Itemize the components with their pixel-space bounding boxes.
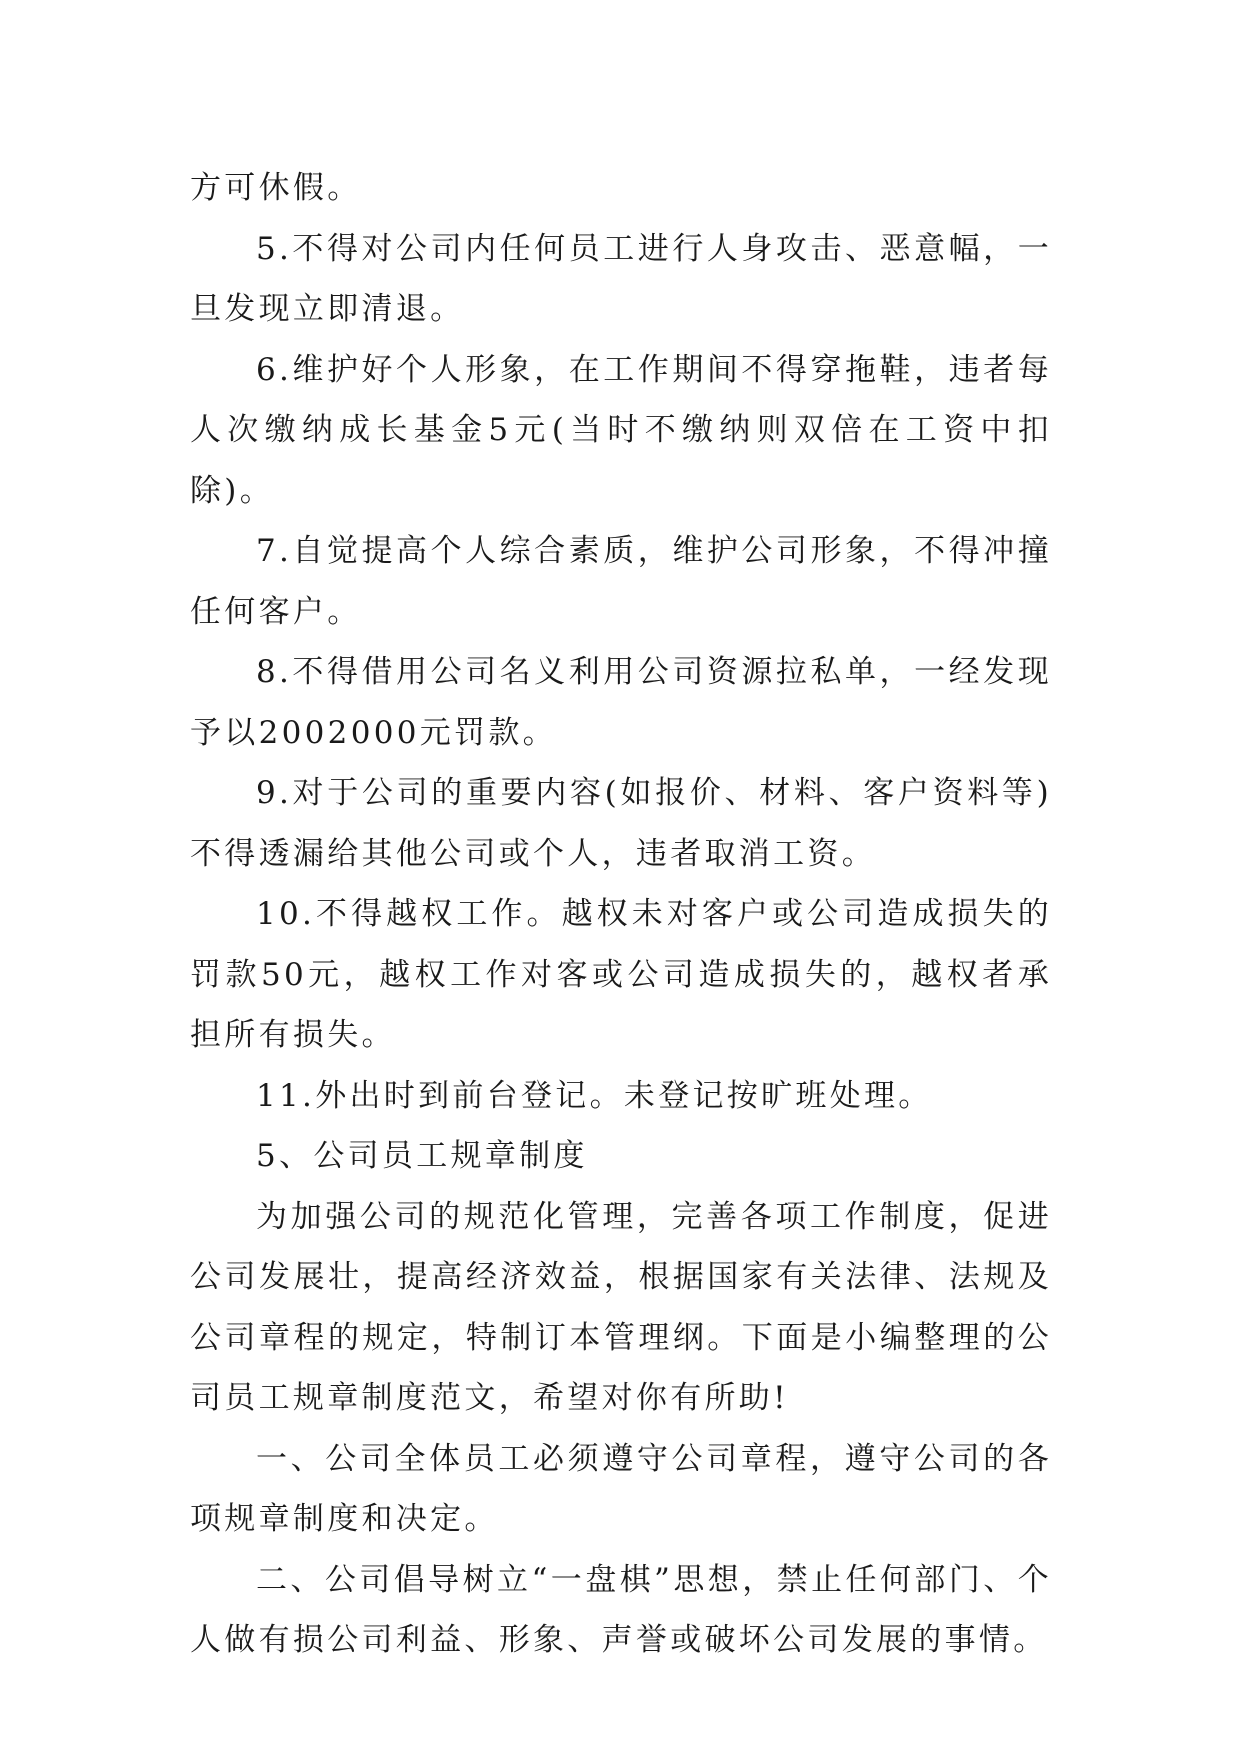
paragraph-continuation: 方可休假。 (190, 170, 362, 206)
rule-item-7: 7.自觉提高个人综合素质，维护公司形象，不得冲撞任何客户。 (190, 533, 1052, 630)
rule-item-9: 9.对于公司的重要内容(如报价、材料、客户资料等)不得透漏给其他公司或个人，违者取消工资。 (190, 775, 1052, 872)
document-body (190, 158, 1052, 1671)
rule-item-6: 6.维护好个人形象，在工作期间不得穿拖鞋，违者每人次缴纳成长基金5元(当时不缴纳则双倍在工资中扣除)。 (190, 351, 1052, 509)
regulation-item-1: 一、公司全体员工必须遵守公司章程，遵守公司的各项规章制度和决定。 (190, 1440, 1052, 1537)
intro-paragraph: 为加强公司的规范化管理，完善各项工作制度，促进公司发展壮，提高经济效益，根据国家有关法律、法规及公司章程的规定，特制订本管理纲。下面是小编整理的公司员工规章制度范文，希望对你有所助! (190, 1198, 1052, 1416)
rule-item-5: 5.不得对公司内任何员工进行人身攻击、恶意幅，一旦发现立即清退。 (190, 230, 1052, 327)
rule-item-8: 8.不得借用公司名义利用公司资源拉私单，一经发现予以2002000元罚款。 (190, 654, 1052, 751)
rule-item-10: 10.不得越权工作。越权未对客户或公司造成损失的罚款50元，越权工作对客或公司造成损失的，越权者承担所有损失。 (190, 896, 1052, 1053)
section-heading: 5、公司员工规章制度 (256, 1138, 588, 1174)
rule-item-11: 11.外出时到前台登记。未登记按旷班处理。 (256, 1077, 933, 1114)
regulation-item-2: 二、公司倡导树立“一盘棋”思想，禁止任何部门、个人做有损公司利益、形象、声誉或破坏公司发展的事情。 (190, 1561, 1052, 1658)
